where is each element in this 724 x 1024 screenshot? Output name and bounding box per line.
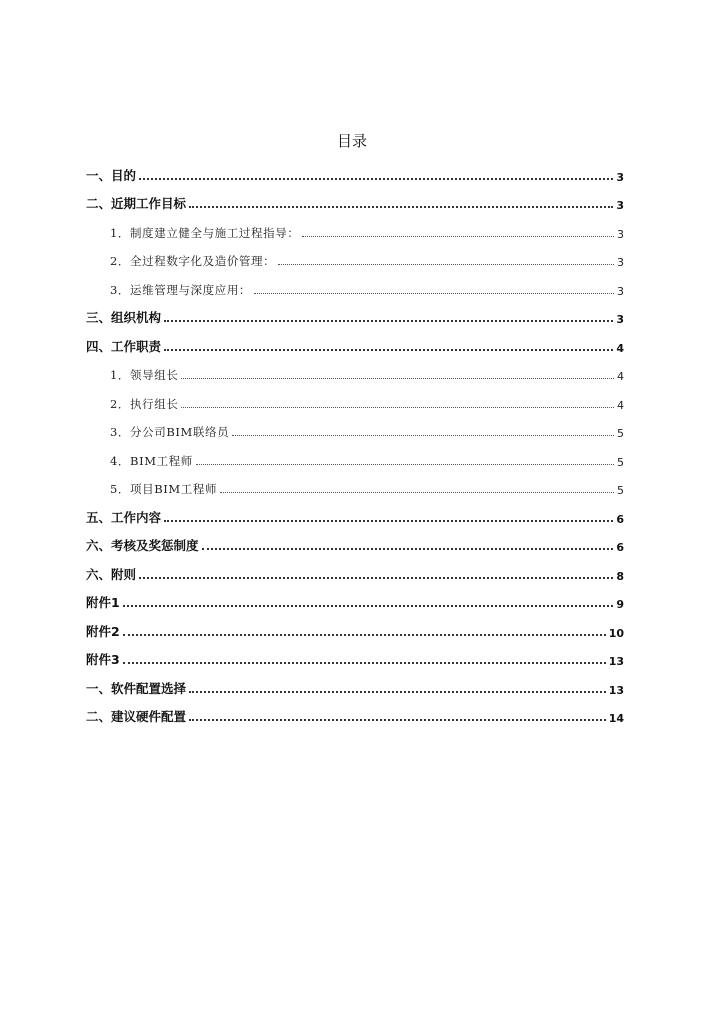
toc-entry-label: 5．项目BIM工程师 [110,482,218,496]
toc-entry[interactable] [86,700,624,729]
toc-subentry[interactable] [86,358,624,387]
toc-entry-label: 六、考核及奖惩制度 [86,538,199,553]
toc-entry[interactable] [86,586,624,615]
toc-dot-leader [123,662,606,664]
toc-entry[interactable] [86,671,624,700]
toc-page-number: 6 [616,512,624,526]
toc-entry[interactable] [86,614,624,643]
toc-page-number: 4 [617,398,624,412]
toc-dot-leader [189,691,606,693]
toc-dot-leader [139,577,613,579]
toc-entry-label: 3．运维管理与深度应用： [110,282,252,297]
toc-subentry[interactable] [86,415,624,444]
toc-entry-label: 一、软件配置选择 [86,680,187,696]
toc-dot-leader [302,236,614,237]
toc-entry-label: 4．BIM工程师 [110,453,193,468]
toc-page-number: 3 [617,284,624,298]
toc-page-number: 4 [616,341,624,355]
toc-page-number: 14 [608,712,624,725]
toc-list [86,158,624,728]
toc-subentry[interactable] [86,272,624,301]
toc-dot-leader [164,320,613,322]
toc-page-number: 9 [616,598,624,611]
toc-subentry[interactable] [86,472,624,501]
toc-page-number: 13 [608,655,624,668]
toc-dot-leader [189,719,606,721]
toc-subentry[interactable] [86,443,624,472]
toc-entry[interactable] [86,500,624,529]
toc-page-number: 4 [617,370,624,383]
toc-dot-leader [164,349,613,351]
toc-page-number: 3 [617,256,624,269]
toc-entry-label: 六、附则 [86,566,137,582]
toc-entry[interactable] [86,529,624,558]
toc-entry-label: 附件2 [86,623,120,639]
toc-dot-leader [181,407,614,408]
toc-entry-label: 三、组织机构 [86,310,162,325]
toc-dot-leader [123,605,614,607]
toc-entry-label: 附件3 [86,652,120,667]
toc-entry-label: 3．分公司BIM联络员 [110,425,230,439]
toc-page-number: 13 [608,683,624,697]
toc-entry-label: 四、工作职责 [86,338,162,354]
toc-dot-leader [202,548,614,550]
toc-entry-label: 二、近期工作目标 [86,196,187,211]
toc-entry[interactable] [86,187,624,216]
toc-entry-label: 2．全过程数字化及造价管理： [110,254,276,268]
toc-dot-leader [254,293,614,294]
toc-dot-leader [189,206,613,208]
toc-subentry[interactable] [86,386,624,415]
toc-dot-leader [181,378,614,379]
toc-subentry[interactable] [86,215,624,244]
toc-dot-leader [196,464,614,465]
toc-entry-label: 1．制度建立健全与施工过程指导： [110,225,300,240]
toc-entry[interactable] [86,158,624,187]
toc-page-number: 5 [617,455,624,469]
toc-dot-leader [278,264,614,265]
toc-entry[interactable] [86,557,624,586]
toc-entry-label: 五、工作内容 [86,509,162,525]
toc-page-number: 10 [608,626,624,640]
toc-subentry[interactable] [86,244,624,273]
toc-entry-label: 1．领导组长 [110,368,179,382]
toc-entry[interactable] [86,329,624,358]
toc-page-number: 3 [616,170,624,184]
toc-dot-leader [232,435,614,436]
toc-dot-leader [220,492,614,493]
toc-page-number: 5 [617,427,624,440]
toc-entry-label: 一、目的 [86,167,137,183]
toc-entry-label: 二、建议硬件配置 [86,709,187,724]
toc-page-number: 5 [617,484,624,497]
toc-entry[interactable] [86,643,624,672]
toc-title: 目录 [336,132,367,150]
toc-dot-leader [164,520,613,522]
toc-entry-label: 2．执行组长 [110,396,179,411]
toc-entry-label: 附件1 [86,595,120,610]
toc-dot-leader [123,634,606,636]
toc-dot-leader [139,178,613,180]
toc-page-number: 6 [616,541,624,554]
toc-page-number: 8 [616,569,624,583]
toc-page-number: 3 [617,227,624,241]
toc-page-number: 3 [616,199,624,212]
toc-page-number: 3 [616,313,624,326]
toc-entry[interactable] [86,301,624,330]
